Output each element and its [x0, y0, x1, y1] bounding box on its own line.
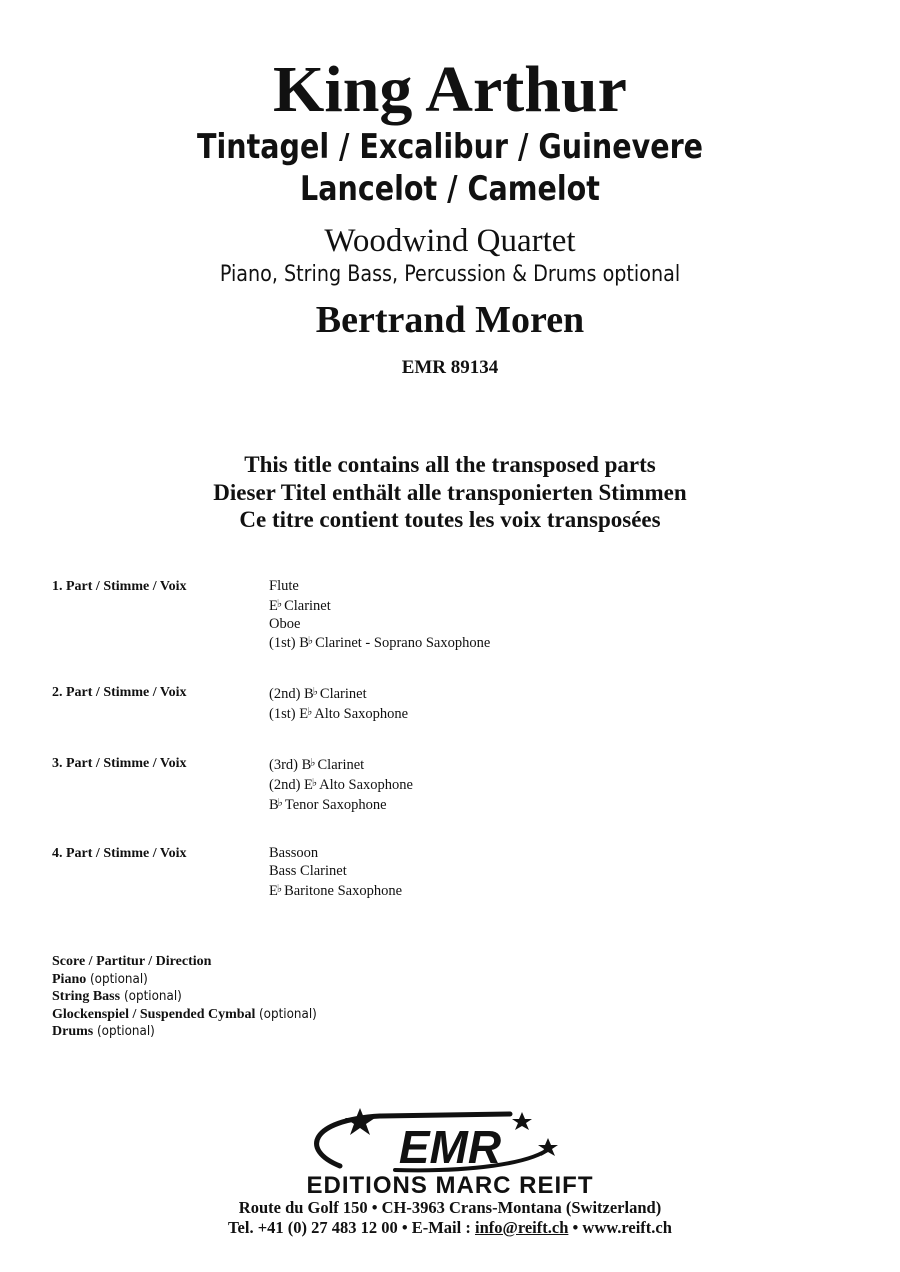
optional-instruments: Piano, String Bass, Percussion & Drums optional: [219, 262, 681, 287]
part-1-instruments: [269, 578, 490, 653]
instrument-item: (3rd) B♭ Clarinet: [269, 757, 365, 773]
part-3-label: 3. Part / Stimme / Voix: [52, 756, 187, 771]
subtitle-line-2: Lancelot / Camelot: [300, 169, 600, 209]
extra-part-item: Drums (optional): [52, 1024, 155, 1039]
extra-part-item: Score / Partitur / Direction: [52, 954, 212, 969]
composer: Bertrand Moren: [315, 299, 585, 341]
instrument-item: (2nd) E♭ Alto Saxophone: [269, 776, 413, 793]
part-4-label: 4. Part / Stimme / Voix: [52, 846, 187, 861]
emr-logo: [300, 1108, 600, 1178]
star-icon: [512, 1112, 532, 1130]
flat-sign: ♭: [277, 796, 283, 809]
instrument-item: Oboe: [269, 615, 301, 632]
extra-part-item: Glockenspiel / Suspended Cymbal (optional): [52, 1006, 317, 1022]
part-4-instruments: [269, 845, 402, 900]
extra-part-item: Piano (optional): [52, 971, 148, 987]
catalog-number: EMR 89134: [401, 357, 499, 378]
extra-part-item: String Bass (optional): [52, 989, 182, 1004]
page-title: King Arthur: [273, 53, 627, 126]
instrument-item: E♭ Baritone Saxophone: [269, 882, 403, 899]
flat-sign: ♭: [311, 776, 318, 789]
part-2-label: 2. Part / Stimme / Voix: [52, 685, 187, 700]
publisher-address: Route du Golf 150 • CH-3963 Crans-Montana (Switzerland): [238, 1198, 662, 1217]
instrument-item: E♭ Clarinet: [269, 597, 331, 614]
website-text: • www.reift.ch: [568, 1218, 672, 1237]
flat-sign: ♭: [276, 597, 283, 610]
instrument-item: Flute: [269, 578, 299, 594]
flat-sign: ♭: [307, 705, 313, 718]
flat-sign: ♭: [310, 757, 316, 769]
flat-sign: ♭: [307, 635, 314, 648]
part-2-instruments: [269, 684, 408, 724]
logo-text: EMR: [398, 1121, 502, 1173]
publisher-contact: Tel. +41 (0) 27 483 12 00 • E-Mail : info@reift.ch • www.reift.ch: [228, 1218, 672, 1237]
instrument-item: (1st) E♭ Alto Saxophone: [269, 705, 409, 722]
note-line-fr: Ce titre contient toutes les voix transposées: [239, 507, 661, 532]
instrument-item: Bass Clarinet: [269, 862, 347, 879]
instrument-item: (1st) B♭ Clarinet - Soprano Saxophone: [269, 635, 491, 652]
flat-sign: ♭: [312, 686, 318, 698]
flat-sign: ♭: [276, 882, 283, 895]
extra-parts-list: [52, 953, 322, 1041]
instrument-item: (2nd) B♭ Clarinet: [269, 686, 367, 702]
email-link[interactable]: info@reift.ch: [474, 1218, 569, 1237]
ensemble: Woodwind Quartet: [324, 223, 576, 259]
transposed-parts-note: [0, 451, 900, 534]
note-line-de: Dieser Titel enthält alle transponierten Stimmen: [213, 479, 687, 505]
note-line-en: This title contains all the transposed parts: [244, 452, 656, 477]
part-3-instruments: [269, 755, 413, 814]
subtitle-line-1: Tintagel / Excalibur / Guinevere: [196, 127, 704, 167]
publisher-name: EDITIONS MARC REIFT: [306, 1172, 594, 1199]
part-1-label: 1. Part / Stimme / Voix: [52, 579, 187, 594]
instrument-item: Bassoon: [269, 845, 319, 861]
instrument-item: B♭ Tenor Saxophone: [269, 796, 387, 813]
